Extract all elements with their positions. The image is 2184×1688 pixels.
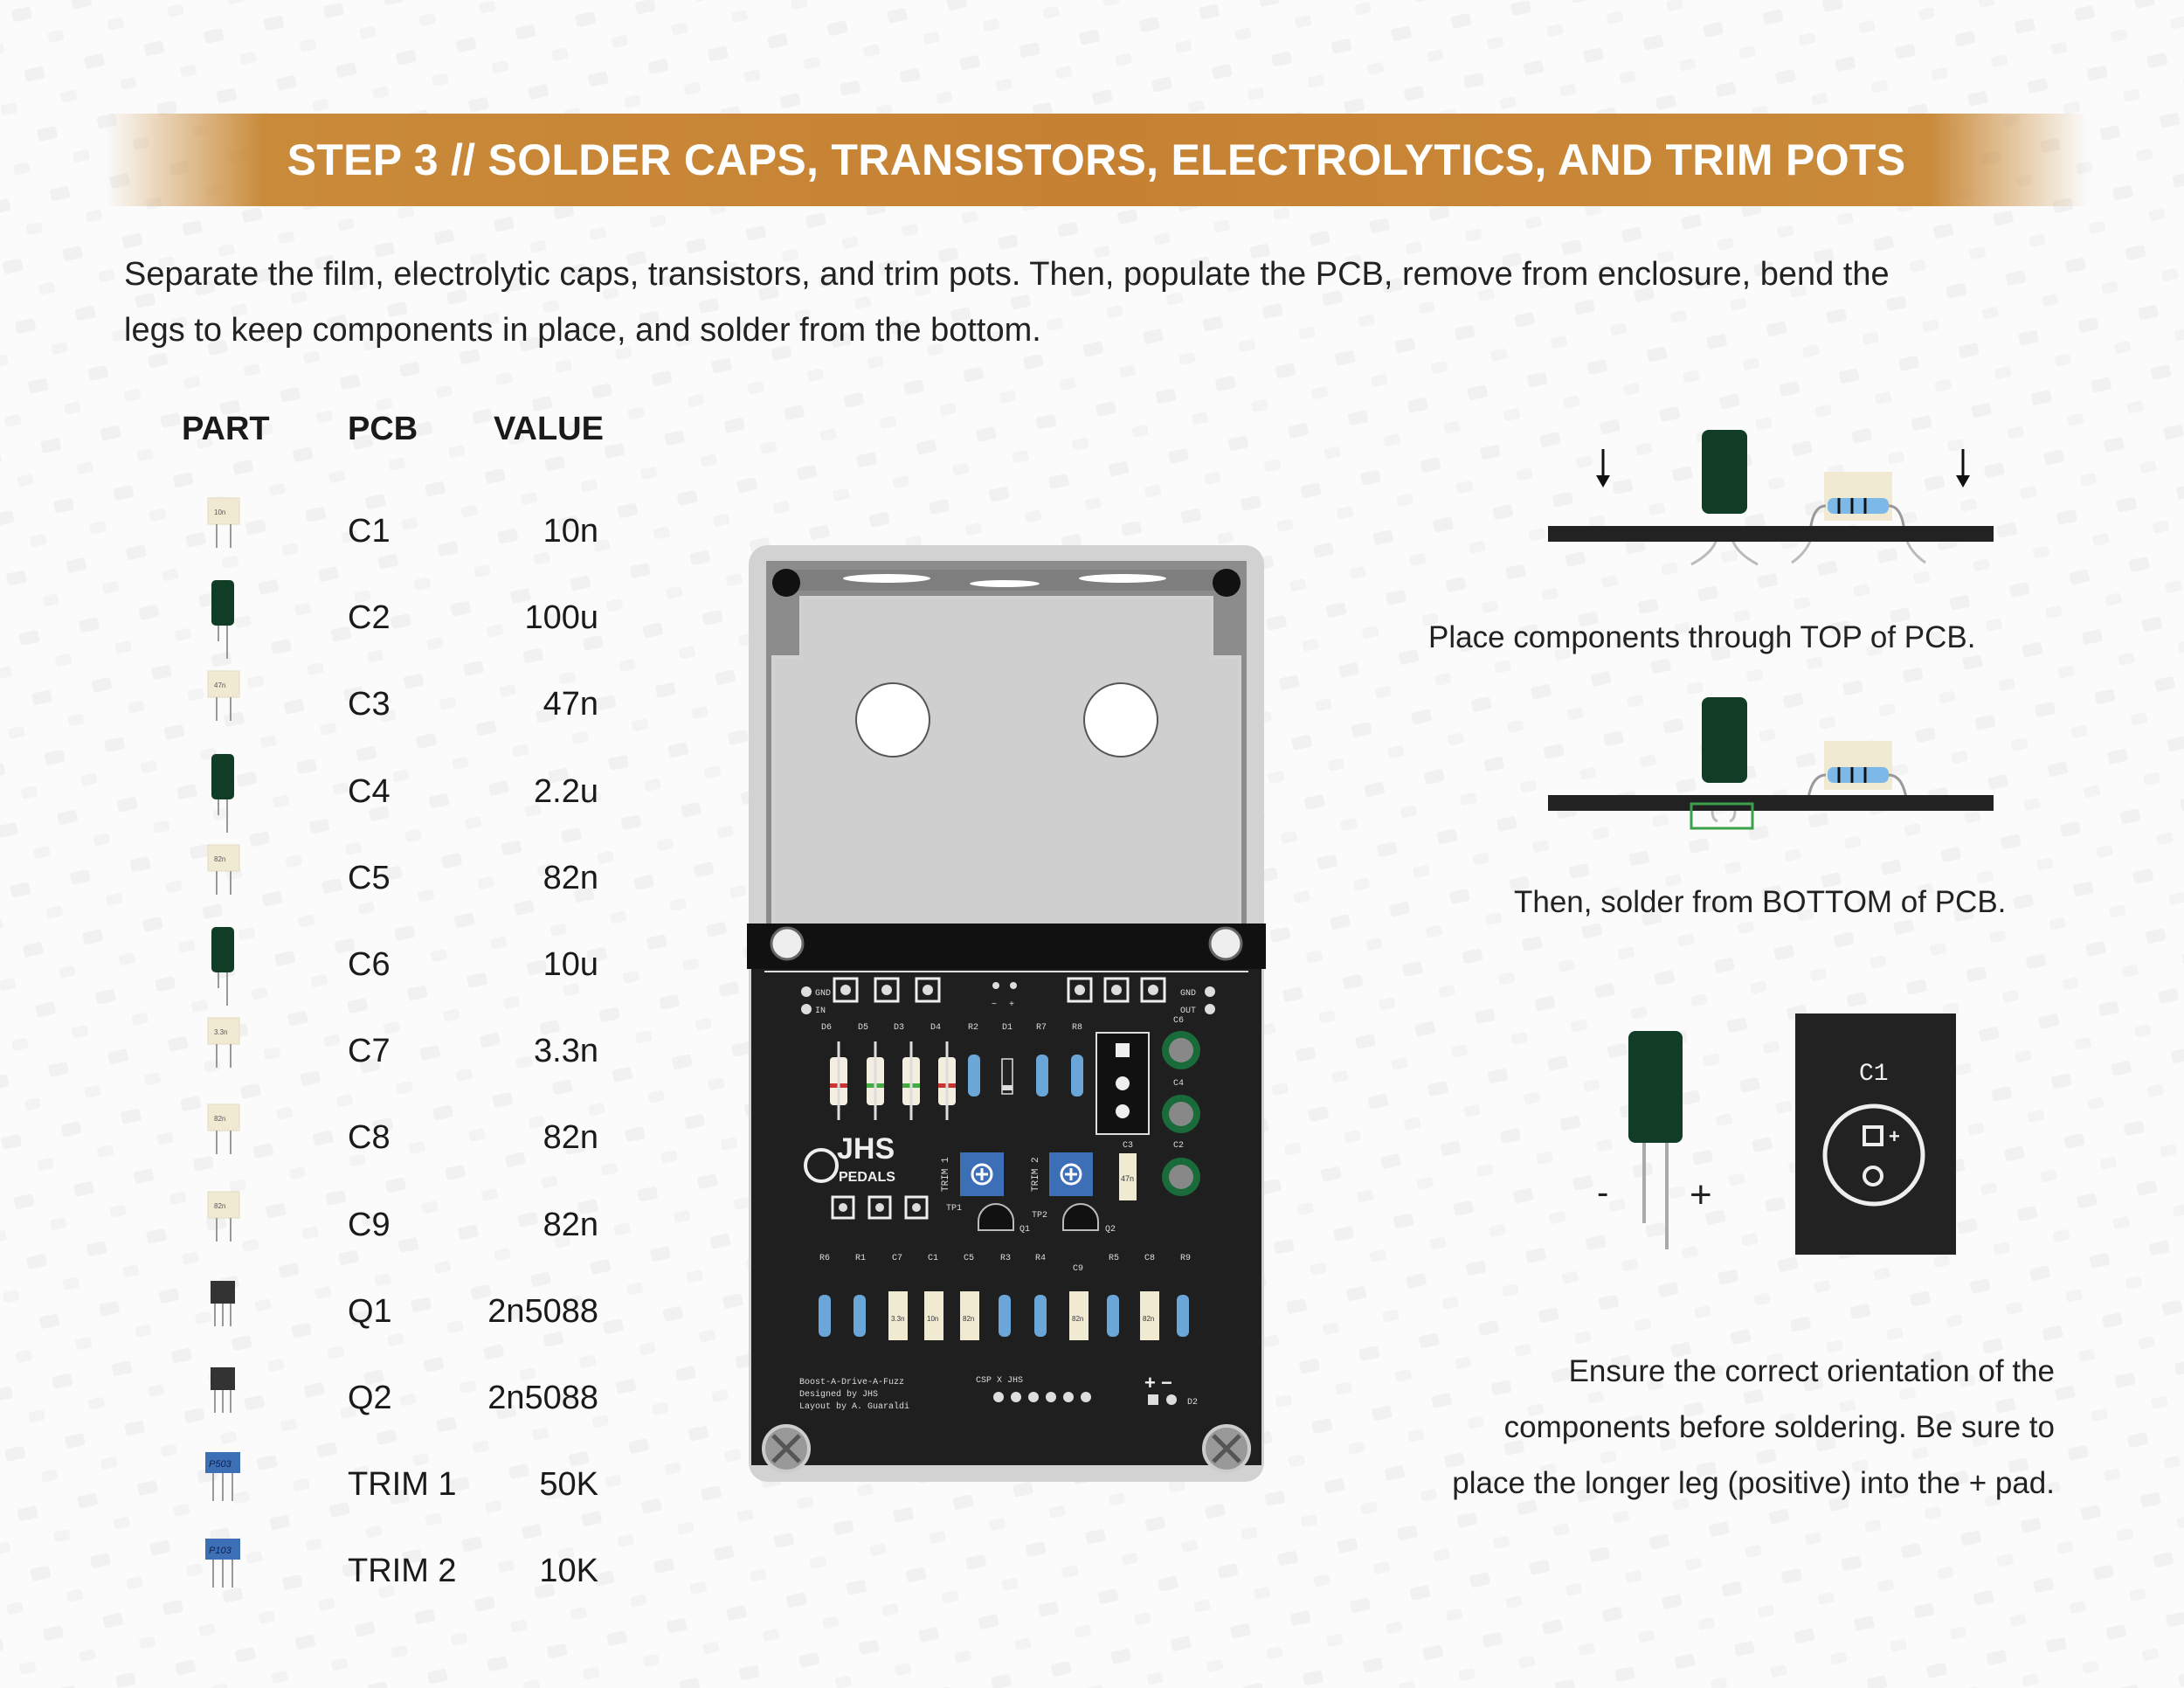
pcb-credit-3: Layout by A. Guaraldi <box>799 1402 910 1412</box>
part-mark: 3.3n <box>214 1028 228 1037</box>
pcb-label-trim2: TRIM 2 <box>1031 1157 1041 1192</box>
part-mark: P503 <box>209 1459 232 1470</box>
placement-diagram <box>1538 425 2001 582</box>
parts-row <box>0 1013 664 1100</box>
pedal-pcb-illustration <box>747 543 1266 1484</box>
pcb-label-out: OUT <box>1180 1007 1197 1016</box>
jhs-logo: JHS <box>837 1132 895 1166</box>
pcb-label-r2: R2 <box>968 1023 979 1033</box>
solder-diagram <box>1538 690 2001 839</box>
film-cap-icon <box>179 667 266 753</box>
part-value: 10u <box>543 946 598 983</box>
screw-hole-icon <box>1213 569 1241 597</box>
pcb-label-r8: R8 <box>1072 1023 1083 1033</box>
pcb-cap-c9-mark: 82n <box>1072 1315 1084 1323</box>
part-value: 3.3n <box>534 1033 598 1070</box>
positive-pad-icon <box>1864 1127 1882 1145</box>
part-value: 10K <box>539 1553 598 1590</box>
pcb-label-csp: CSP X JHS <box>976 1376 1024 1386</box>
part-mark: 82n <box>214 854 226 863</box>
pcb-label-q1: Q1 <box>1019 1225 1031 1235</box>
part-pcb-ref: TRIM 1 <box>348 1466 457 1504</box>
orientation-diagram <box>1572 1013 1992 1267</box>
orientation-caption-line-2: components before soldering. Be sure to <box>1503 1410 2055 1444</box>
pcb-label-in: IN <box>815 1007 826 1016</box>
electrolytic-cap-icon <box>179 927 266 1013</box>
part-mark: 10n <box>214 508 226 516</box>
part-value: 2n5088 <box>487 1292 598 1330</box>
transistor-icon <box>179 1274 266 1360</box>
pcb-label-d2: D2 <box>1187 1398 1199 1408</box>
parts-row <box>0 1274 664 1360</box>
part-pcb-ref: C9 <box>348 1206 390 1243</box>
parts-row <box>0 1447 664 1533</box>
electrolytic-cap-icon <box>179 580 266 667</box>
pcb-label-trim1: TRIM 1 <box>941 1157 951 1192</box>
plus-sign-label: + <box>1690 1173 1712 1216</box>
pcb-credit-1: Boost-A-Drive-A-Fuzz <box>799 1378 905 1387</box>
resistor-icon <box>1828 767 1889 783</box>
col-header-part: PART <box>182 411 270 447</box>
electrolytic-cap-icon <box>1702 430 1747 514</box>
electrolytic-pad-group <box>1162 1031 1200 1196</box>
pcb-label-r7: R7 <box>1036 1023 1047 1033</box>
parts-row <box>0 580 664 667</box>
enclosure-lid-inner <box>775 599 1238 928</box>
pcb-label-tp2: TP2 <box>1032 1211 1048 1221</box>
parts-row <box>0 927 664 1013</box>
pcb-label-c4: C4 <box>1173 1079 1185 1089</box>
pcb-label-plus: + <box>1009 1000 1015 1010</box>
part-pcb-ref: C6 <box>348 946 390 983</box>
intro-text <box>124 246 2081 358</box>
film-cap-icon <box>179 1013 266 1100</box>
step-banner <box>105 114 2088 206</box>
part-value: 47n <box>543 686 598 723</box>
pcb-label-tp1: TP1 <box>946 1204 963 1214</box>
film-cap-icon <box>179 841 266 927</box>
footprint-label: C1 <box>1859 1061 1889 1088</box>
part-mark: 82n <box>214 1115 226 1124</box>
part-pcb-ref: C5 <box>348 859 390 896</box>
arrow-down-icon <box>1596 449 1610 488</box>
pad-plus-label: + <box>1889 1125 1900 1147</box>
pcb-label-r5: R5 <box>1109 1254 1120 1263</box>
pcb-label-r9: R9 <box>1180 1254 1192 1263</box>
part-mark: P103 <box>209 1546 232 1557</box>
caption-bottom-of-pcb: Then, solder from BOTTOM of PCB. <box>1514 885 2007 919</box>
orientation-caption-line-1: Ensure the correct orientation of the <box>1568 1354 2055 1388</box>
pcb-label-d5: D5 <box>858 1023 869 1033</box>
transistor-icon <box>179 1360 266 1447</box>
pcb-label-c2: C2 <box>1173 1141 1185 1151</box>
pcb-label-q2: Q2 <box>1105 1225 1116 1235</box>
pcb-cap-c1-mark: 10n <box>927 1315 939 1323</box>
part-value: 82n <box>543 1206 598 1243</box>
pcb-label-d4: D4 <box>930 1023 942 1033</box>
pcb-label-gnd-right: GND <box>1180 989 1197 999</box>
pcb-label-c6: C6 <box>1173 1016 1185 1026</box>
intro-line-1: Separate the film, electrolytic caps, transistors, and trim pots. Then, populate the PCB, remove from enclosure, bend the <box>124 256 1890 293</box>
part-pcb-ref: C2 <box>348 599 390 637</box>
part-pcb-ref: Q2 <box>348 1380 392 1416</box>
part-value: 2.2u <box>534 772 598 810</box>
part-pcb-ref: C1 <box>348 513 390 550</box>
part-mark: 82n <box>214 1201 226 1210</box>
negative-pad-icon <box>1864 1167 1882 1185</box>
pcb-side-view <box>1548 795 1994 811</box>
parts-row <box>0 1100 664 1186</box>
pcb-label-r4: R4 <box>1035 1254 1047 1263</box>
part-value: 10n <box>543 513 598 550</box>
film-cap-icon <box>179 1100 266 1186</box>
orientation-caption-line-3: place the longer leg (positive) into the + pad. <box>1452 1466 2055 1500</box>
pot-hole-right <box>1084 683 1158 757</box>
part-value: 100u <box>524 599 598 637</box>
electrolytic-cap-icon <box>1702 697 1747 783</box>
screw-hole-icon <box>772 569 800 597</box>
arrow-down-icon <box>1956 449 1970 488</box>
part-pcb-ref: C4 <box>348 772 390 810</box>
pcb-label-c3: C3 <box>1123 1141 1134 1151</box>
parts-row <box>0 667 664 753</box>
part-pcb-ref: C8 <box>348 1119 390 1157</box>
step-title: STEP 3 // SOLDER CAPS, TRANSISTORS, ELECTROLYTICS, AND TRIM POTS <box>287 135 1906 184</box>
trim-pot-icon <box>179 1447 266 1533</box>
caption-top-of-pcb: Place components through TOP of PCB. <box>1428 620 1976 654</box>
pcb-label-c7: C7 <box>892 1254 903 1263</box>
pcb-side-view <box>1548 526 1994 542</box>
pcb-label-r1: R1 <box>855 1254 867 1263</box>
pcb-label-d3: D3 <box>894 1023 905 1033</box>
pcb-cap-c7-mark: 3.3n <box>891 1315 905 1323</box>
pcb-cap-c5-mark: 82n <box>963 1315 975 1323</box>
film-cap-icon <box>179 1187 266 1274</box>
part-mark: 47n <box>214 681 226 690</box>
pcb-label-gnd-left: GND <box>815 989 832 999</box>
orientation-caption <box>1268 1344 2055 1512</box>
pcb-label-r6: R6 <box>819 1254 831 1263</box>
pcb-cap-c8-mark: 82n <box>1143 1315 1155 1323</box>
electrolytic-cap-icon <box>179 754 266 841</box>
pcb-label-c8: C8 <box>1144 1254 1156 1263</box>
col-header-pcb: PCB <box>348 411 418 447</box>
film-cap-icon <box>179 494 266 580</box>
pcb-credit-2: Designed by JHS <box>799 1390 879 1400</box>
col-header-value: VALUE <box>494 411 604 447</box>
part-value: 82n <box>543 1119 598 1157</box>
part-value: 2n5088 <box>487 1380 598 1416</box>
parts-row <box>0 1533 664 1620</box>
pcb-label-c9: C9 <box>1073 1264 1084 1274</box>
parts-row <box>0 1187 664 1274</box>
parts-row <box>0 841 664 927</box>
pcb-label-minus: − <box>992 1000 998 1010</box>
part-value: 50K <box>539 1466 598 1504</box>
resistor-icon <box>1828 498 1889 514</box>
minus-sign-label: - <box>1597 1173 1609 1212</box>
part-pcb-ref: TRIM 2 <box>348 1553 457 1590</box>
part-pcb-ref: C7 <box>348 1033 390 1070</box>
pcb-label-c1: C1 <box>928 1254 939 1263</box>
pcb-label-c5: C5 <box>964 1254 975 1263</box>
pcb-label-d6: D6 <box>821 1023 833 1033</box>
pcb-label-d1: D1 <box>1002 1023 1013 1033</box>
electrolytic-cap-icon <box>1628 1031 1683 1143</box>
trim-pot-icon <box>179 1533 266 1620</box>
part-pcb-ref: C3 <box>348 686 390 723</box>
pcb-label-r3: R3 <box>1000 1254 1012 1263</box>
pcb-cap-c3-mark: 47n <box>1121 1174 1135 1183</box>
parts-row <box>0 494 664 580</box>
parts-row <box>0 1360 664 1447</box>
part-pcb-ref: Q1 <box>348 1292 392 1330</box>
pcb-label-power: + − <box>1144 1372 1172 1394</box>
jhs-logo-sub: PEDALS <box>839 1170 895 1185</box>
intro-line-2: legs to keep components in place, and solder from the bottom. <box>124 312 1041 349</box>
parts-row <box>0 754 664 841</box>
part-value: 82n <box>543 859 598 896</box>
pot-hole-left <box>856 683 930 757</box>
